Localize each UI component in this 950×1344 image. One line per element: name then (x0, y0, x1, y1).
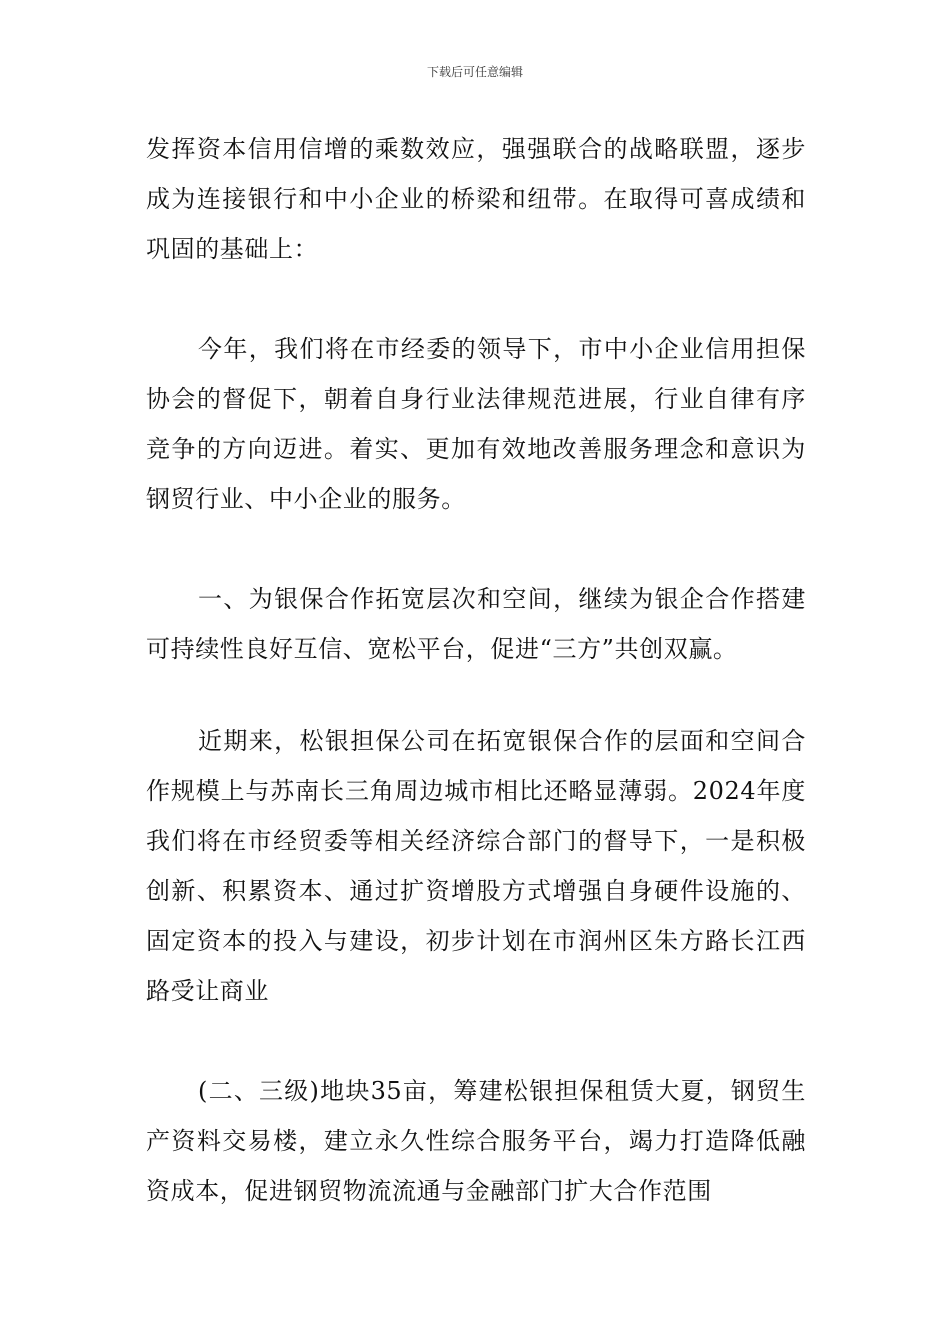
paragraph-4: 近期来，松银担保公司在拓宽银保合作的层面和空间合作规模上与苏南长三角周边城市相比还略显薄弱。2024年度我们将在市经贸委等相关经济综合部门的督导下，一是积极创新、积累资本、通过扩资增股方式增强自身硬件设施的、固定资本的投入与建设，初步计划在市润州区朱方路长江西路受让商业 (146, 727, 806, 1005)
page-header: 下载后可任意编辑 (426, 65, 523, 79)
paragraph-3: 一、为银保合作拓宽层次和空间，继续为银企合作搭建可持续性良好互信、宽松平台，促进“三方”共创双赢。 (146, 585, 806, 663)
document-body (146, 124, 806, 1216)
paragraph-5: (二、三级)地块35亩，筹建松银担保租赁大夏，钢贸生产资料交易楼，建立永久性综合服务平台，竭力打造降低融资成本，促进钢贸物流流通与金融部门扩大合作范围 (146, 1077, 806, 1205)
paragraph-1: 发挥资本信用信增的乘数效应，强强联合的战略联盟，逐步成为连接银行和中小企业的桥梁和纽带。在取得可喜成绩和巩固的基础上： (146, 135, 806, 263)
paragraph-2: 今年，我们将在市经委的领导下，市中小企业信用担保协会的督促下，朝着自身行业法律规范进展，行业自律有序竞争的方向迈进。着实、更加有效地改善服务理念和意识为钢贸行业、中小企业的服务。 (146, 335, 806, 513)
